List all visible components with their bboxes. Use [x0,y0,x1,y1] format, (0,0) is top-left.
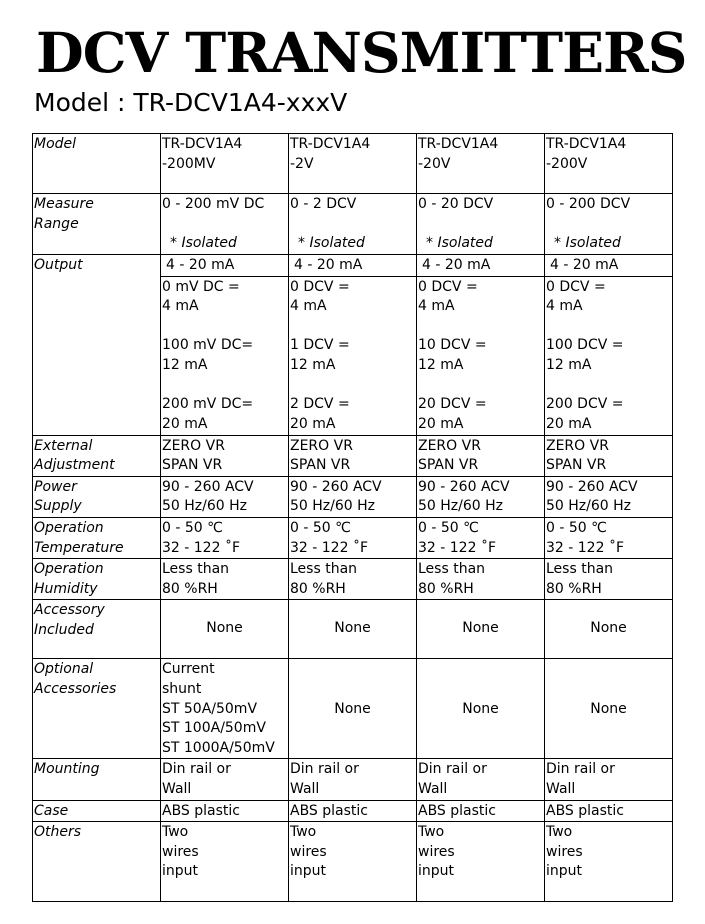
mounting-cell [161,759,289,800]
optional-cell [289,659,417,759]
table-row-power [33,476,673,517]
others-line: input [162,863,199,880]
model-code: -20V [418,155,451,172]
output-map-line [290,376,415,396]
range-value: 0 - 200 DCV [546,196,631,212]
row-label-text: Others [34,824,82,841]
case-cell [545,800,673,822]
adjustment-line: ZERO VR [290,437,353,454]
mounting-line: Din rail or [290,761,359,778]
output-map-line [162,317,287,337]
humidity-cell [417,559,545,600]
accessory-value: None [590,620,627,637]
page-title: DCV TRANSMITTERS [36,20,687,85]
humidity-line: Less than [162,561,230,578]
table-row-others [33,822,673,902]
row-label-power-supply [33,476,161,517]
row-label-text: Adjustment [34,457,115,474]
power-line: 50 Hz/60 Hz [290,498,375,515]
power-cell [161,476,289,517]
others-line: Two [290,824,317,841]
optional-cell [417,659,545,759]
temperature-line: 32 - 122 ˚F [162,539,240,556]
mounting-line: Din rail or [546,761,615,778]
model-code: -200V [546,155,588,172]
table-row-temperature [33,517,673,558]
table-row-accessory [33,600,673,659]
output-cell [161,255,289,277]
output-map-line: 12 mA [290,356,336,373]
humidity-line: 80 %RH [290,580,346,597]
output-map-line [290,317,415,337]
optional-line: ST 100A/50mV [162,720,266,737]
temperature-line: 0 - 50 ℃ [290,519,351,536]
spacer [162,215,287,235]
case-value: ABS plastic [162,802,240,819]
output-map-line: 2 DCV = [290,396,350,413]
mounting-line: Din rail or [418,761,487,778]
row-label-others [33,822,161,902]
humidity-cell [161,559,289,600]
table-row-model [33,134,673,194]
model-cell [545,134,673,194]
accessory-value: None [206,620,243,637]
range-cell [289,194,417,255]
output-map-line: 1 DCV = [290,337,350,354]
adjustment-line: ZERO VR [546,437,609,454]
row-label-text: Humidity [34,580,98,597]
accessory-value: None [334,620,371,637]
accessory-cell [417,600,545,659]
mounting-line: Din rail or [162,761,231,778]
range-value: 0 - 2 DCV [290,196,357,212]
power-cell [545,476,673,517]
row-label-text: External [34,437,93,454]
case-cell [289,800,417,822]
others-line: wires [162,843,199,860]
others-line: input [290,863,327,880]
power-line: 90 - 260 ACV [546,478,638,495]
case-value: ABS plastic [546,802,624,819]
humidity-line: Less than [290,561,358,578]
row-label-output [33,255,161,436]
model-cell [417,134,545,194]
model-code: TR-DCV1A4 [290,136,371,152]
row-label-text: Operation [34,519,104,536]
accessory-cell [161,600,289,659]
output-value: 4 - 20 mA [550,257,619,273]
humidity-line: 80 %RH [546,580,602,597]
temperature-line: 32 - 122 ˚F [418,539,496,556]
accessory-value: None [462,620,499,637]
output-map-line: 200 mV DC= [162,396,254,413]
row-label-text: Optional [34,661,94,678]
output-map-line: 12 mA [162,356,208,373]
temperature-cell [289,517,417,558]
temperature-line: 0 - 50 ℃ [546,519,607,536]
temperature-line: 0 - 50 ℃ [162,519,223,536]
row-label-operation-temperature [33,517,161,558]
adjustment-line: ZERO VR [162,437,225,454]
power-line: 50 Hz/60 Hz [546,498,631,515]
adjustment-line: SPAN VR [418,457,479,474]
mounting-line: Wall [418,780,448,797]
output-value: 4 - 20 mA [166,257,235,273]
temperature-line: 32 - 122 ˚F [546,539,624,556]
output-map-line: 12 mA [418,356,464,373]
row-label-accessory-included [33,600,161,659]
isolated-note: * Isolated [170,235,237,252]
optional-value: None [462,700,499,717]
row-label-text: Supply [34,498,82,515]
adjustment-line: SPAN VR [162,457,223,474]
row-label-measure-range [33,194,161,255]
humidity-line: Less than [546,561,614,578]
model-cell [161,134,289,194]
output-map-line [418,376,543,396]
row-label-text: Accessory [34,602,105,619]
mounting-line: Wall [290,780,320,797]
adjustment-line: SPAN VR [546,457,607,474]
output-map-line: 20 mA [162,415,208,432]
range-cell [417,194,545,255]
model-cell [289,134,417,194]
row-label-text: Measure [34,196,94,212]
output-map-line: 0 DCV = [546,278,606,295]
spacer [290,215,415,235]
table-row-adjustment [33,435,673,476]
case-cell [417,800,545,822]
output-map-line: 20 mA [418,415,464,432]
output-map-line: 0 mV DC = [162,278,240,295]
temperature-cell [161,517,289,558]
range-cell [161,194,289,255]
output-map-line: 4 mA [546,298,583,315]
isolated-note: * Isolated [298,235,365,252]
output-map-line: 200 DCV = [546,396,624,413]
row-label-text: Temperature [34,539,124,556]
output-value: 4 - 20 mA [422,257,491,273]
table-row-output [33,255,673,277]
output-cell [417,255,545,277]
others-cell [161,822,289,902]
output-map-cell [161,276,289,435]
mounting-cell [417,759,545,800]
model-subtitle: Model : TR-DCV1A4-xxxV [34,88,348,117]
others-line: Two [162,824,189,841]
power-cell [417,476,545,517]
optional-cell [545,659,673,759]
mounting-cell [289,759,417,800]
model-code: -2V [290,155,314,172]
row-label-text: Output [34,257,83,273]
optional-cell [161,659,289,759]
output-map-line [418,317,543,337]
adjustment-cell [545,435,673,476]
range-value: 0 - 20 DCV [418,196,494,212]
case-value: ABS plastic [418,802,496,819]
output-map-cell [289,276,417,435]
row-label-text: Range [34,215,79,232]
temperature-line: 32 - 122 ˚F [290,539,368,556]
mounting-line: Wall [546,780,576,797]
spec-table [32,133,673,902]
row-label-text: Operation [34,561,104,578]
mounting-cell [545,759,673,800]
power-line: 50 Hz/60 Hz [418,498,503,515]
row-label-external-adjustment [33,435,161,476]
spacer [546,215,671,235]
row-label-text: Power [34,478,77,495]
output-map-line [546,317,671,337]
others-line: wires [546,843,583,860]
output-map-line: 20 DCV = [418,396,487,413]
humidity-cell [289,559,417,600]
model-code: TR-DCV1A4 [546,136,627,152]
output-map-cell [545,276,673,435]
output-map-line: 4 mA [162,298,199,315]
power-line: 50 Hz/60 Hz [162,498,247,515]
adjustment-cell [161,435,289,476]
row-label-operation-humidity [33,559,161,600]
adjustment-cell [417,435,545,476]
row-label-text: Case [34,802,69,819]
temperature-cell [417,517,545,558]
case-cell [161,800,289,822]
spacer [418,215,543,235]
adjustment-line: SPAN VR [290,457,351,474]
others-line: input [546,863,583,880]
accessory-cell [545,600,673,659]
output-value: 4 - 20 mA [294,257,363,273]
isolated-note: * Isolated [554,235,621,252]
model-code: -200MV [162,155,216,172]
isolated-note: * Isolated [426,235,493,252]
range-value: 0 - 200 mV DC [162,196,265,212]
others-line: Two [418,824,445,841]
table-row-humidity [33,559,673,600]
optional-value: None [590,700,627,717]
humidity-line: Less than [418,561,486,578]
output-map-line: 0 DCV = [418,278,478,295]
row-label-text: Accessories [34,680,117,697]
case-value: ABS plastic [290,802,368,819]
others-line: Two [546,824,573,841]
output-map-line: 20 mA [546,415,592,432]
output-map-line: 0 DCV = [290,278,350,295]
optional-line: Current [162,661,215,678]
table-row-measure-range [33,194,673,255]
output-cell [289,255,417,277]
row-label-text: Mounting [34,761,100,778]
output-map-line: 10 DCV = [418,337,487,354]
others-line: input [418,863,455,880]
optional-value: None [334,700,371,717]
output-map-cell [417,276,545,435]
output-map-line: 4 mA [418,298,455,315]
optional-line: ST 50A/50mV [162,700,258,717]
adjustment-cell [289,435,417,476]
humidity-cell [545,559,673,600]
table-row-optional [33,659,673,759]
row-label-model [33,134,161,194]
accessory-cell [289,600,417,659]
others-line: wires [290,843,327,860]
row-label-case [33,800,161,822]
output-map-line [162,376,287,396]
table-row-case [33,800,673,822]
power-line: 90 - 260 ACV [290,478,382,495]
model-code: TR-DCV1A4 [162,136,243,152]
others-cell [417,822,545,902]
others-line: wires [418,843,455,860]
temperature-cell [545,517,673,558]
output-map-line: 4 mA [290,298,327,315]
output-map-line: 100 mV DC= [162,337,254,354]
humidity-line: 80 %RH [418,580,474,597]
row-label-mounting [33,759,161,800]
model-code: TR-DCV1A4 [418,136,499,152]
power-line: 90 - 260 ACV [418,478,510,495]
temperature-line: 0 - 50 ℃ [418,519,479,536]
optional-line: ST 1000A/50mV [162,739,275,756]
table-row-mounting [33,759,673,800]
output-map-line: 100 DCV = [546,337,624,354]
output-map-line: 12 mA [546,356,592,373]
row-label-text: Model [34,136,77,152]
adjustment-line: ZERO VR [418,437,481,454]
output-cell [545,255,673,277]
mounting-line: Wall [162,780,192,797]
others-cell [545,822,673,902]
output-map-line [546,376,671,396]
humidity-line: 80 %RH [162,580,218,597]
row-label-text: Included [34,621,94,638]
row-label-optional-accessories [33,659,161,759]
output-map-line: 20 mA [290,415,336,432]
range-cell [545,194,673,255]
optional-line: shunt [162,680,202,697]
power-line: 90 - 260 ACV [162,478,254,495]
power-cell [289,476,417,517]
others-cell [289,822,417,902]
